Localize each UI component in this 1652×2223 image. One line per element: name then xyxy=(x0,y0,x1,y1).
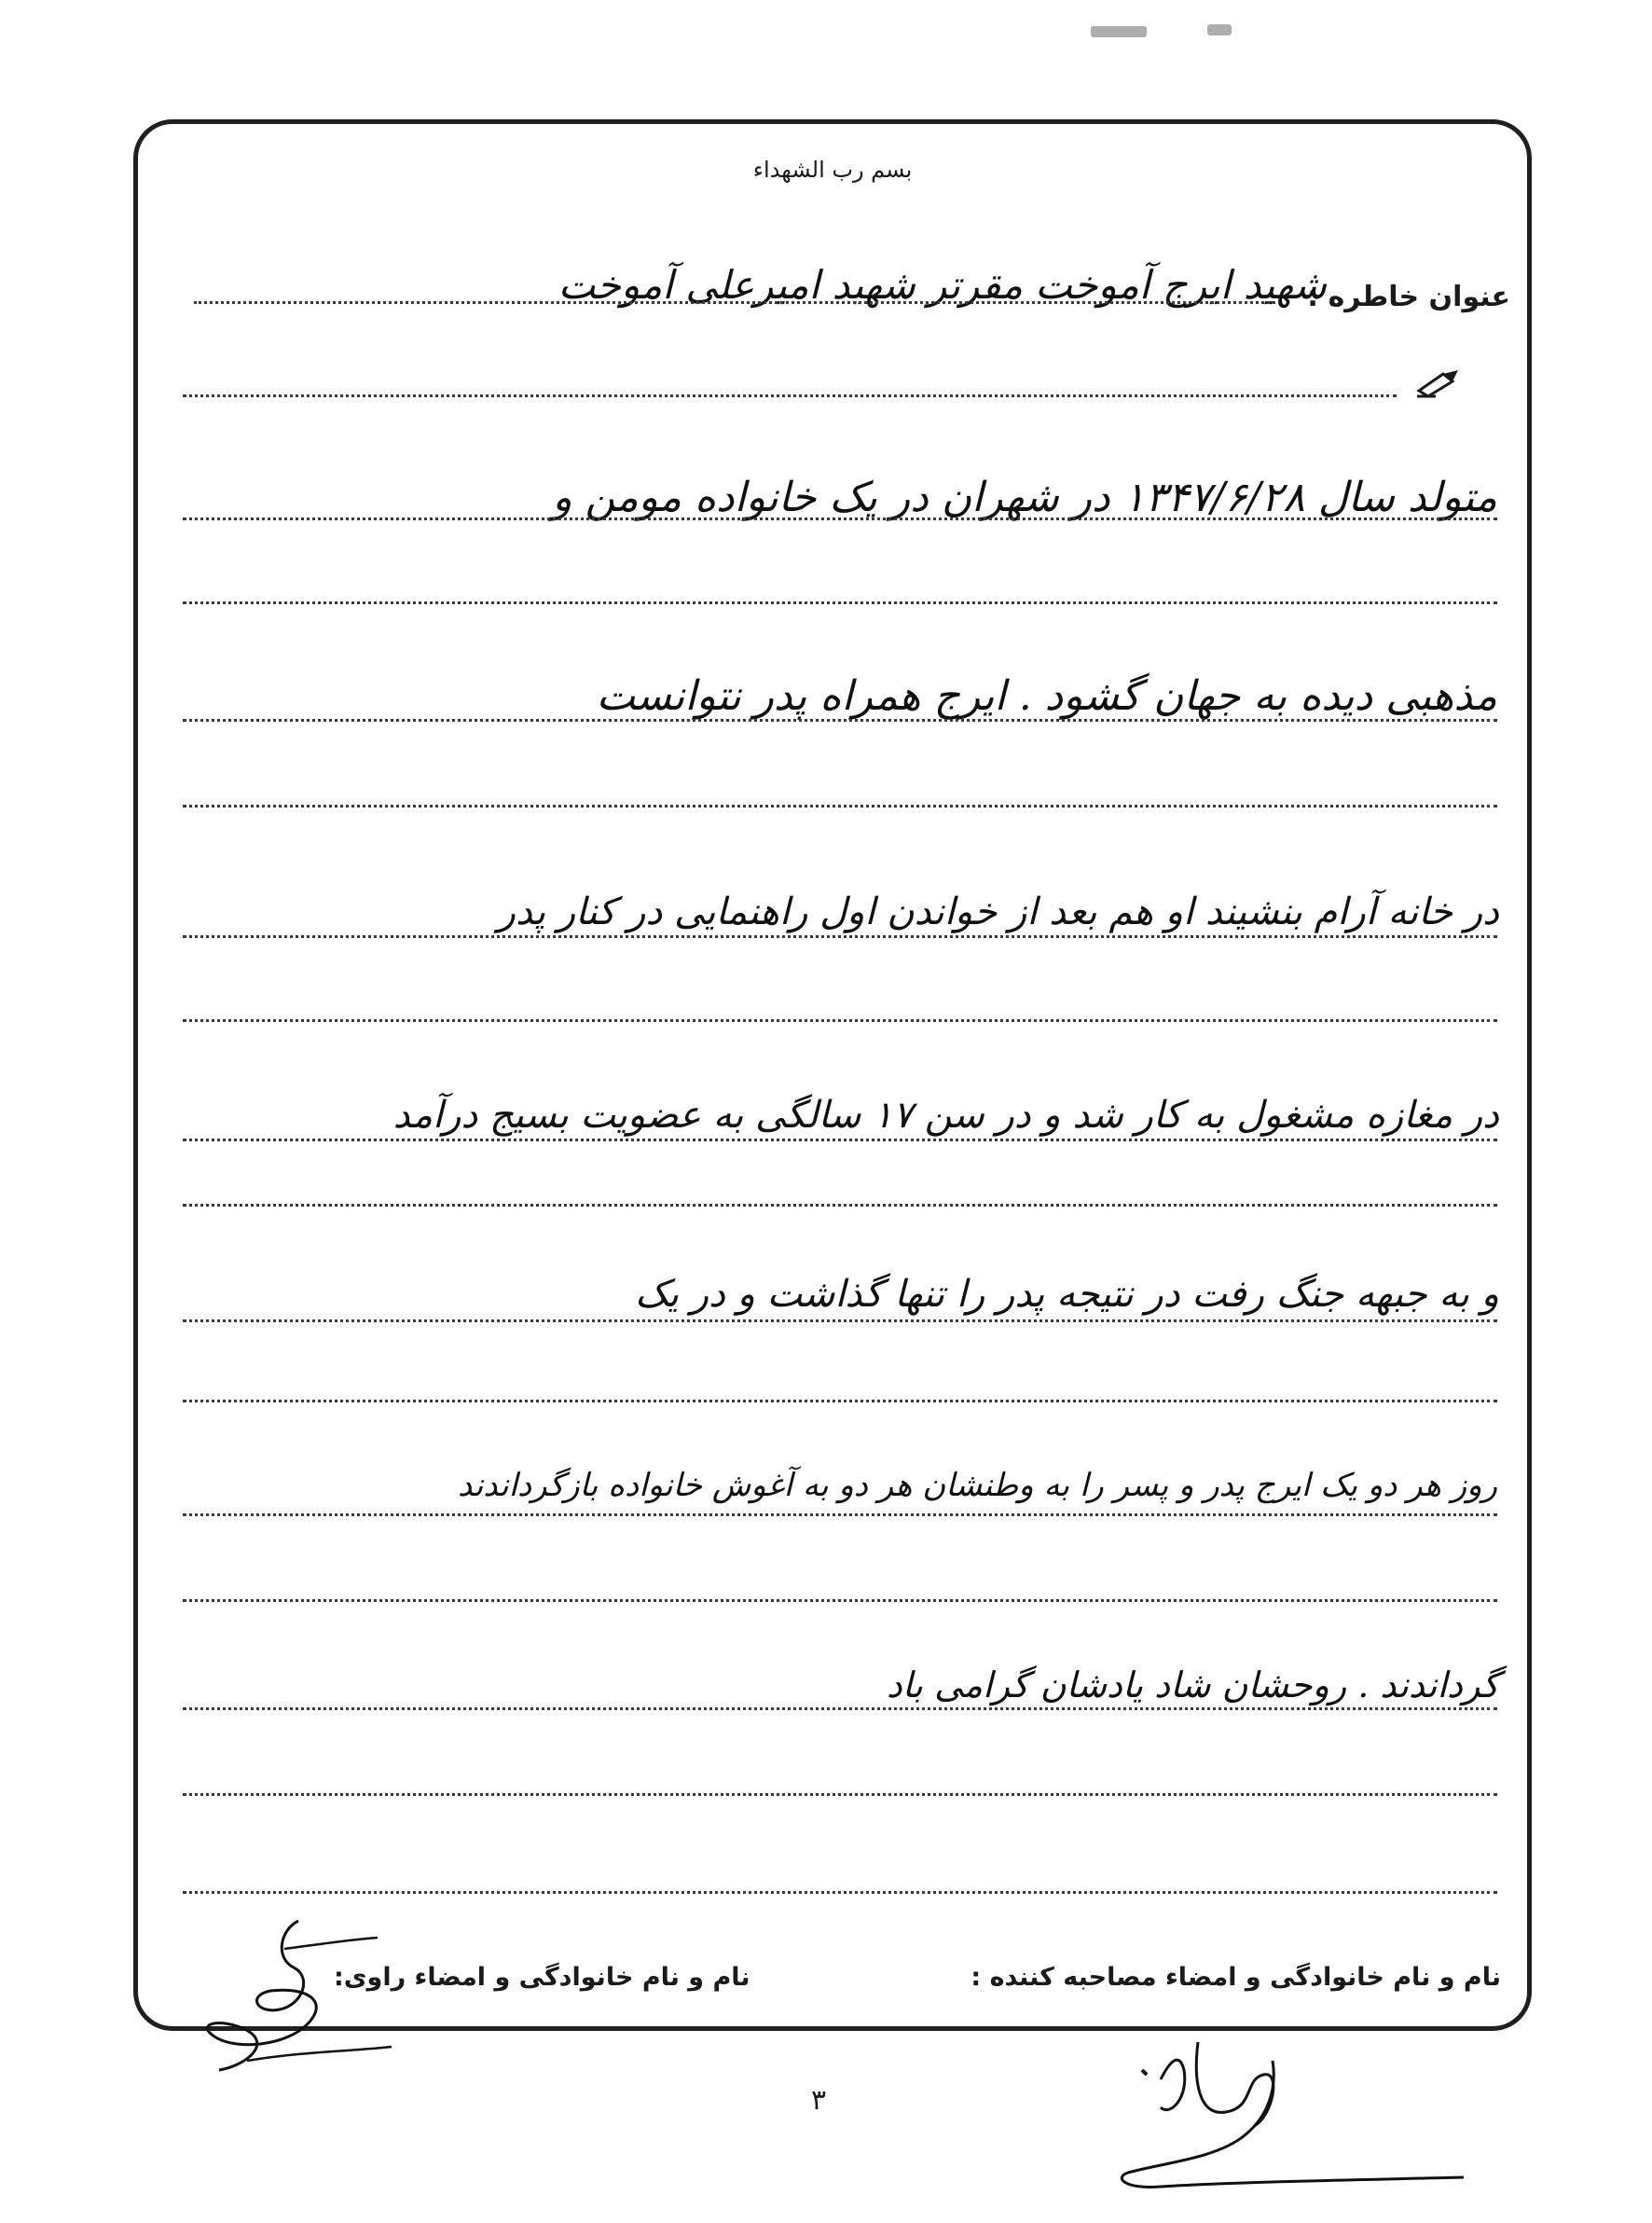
handwritten-line: روز هر دو یک ایرج پدر و پسر را به وطنشان هر دو به آغوش خانواده بازگرداندند xyxy=(457,1467,1497,1504)
dotted-line xyxy=(183,1204,1497,1207)
dotted-line xyxy=(183,1400,1497,1402)
dotted-line xyxy=(183,1891,1497,1894)
page-number: ۳ xyxy=(811,2084,827,2117)
handwritten-line: در خانه آرام بنشیند او هم بعد از خواندن اول راهنمایی در کنار پدر xyxy=(497,891,1499,933)
dotted-line xyxy=(183,1513,1497,1516)
narrator-signature xyxy=(191,1912,396,2089)
dotted-line xyxy=(194,301,1275,304)
handwritten-line: و به جبهه جنگ رفت در نتیجه پدر را تنها گذاشت و در یک xyxy=(635,1273,1499,1316)
dotted-line xyxy=(183,805,1497,808)
scan-artifact xyxy=(1207,24,1232,35)
memory-title-label: عنوان خاطره : xyxy=(1307,281,1510,313)
dotted-line xyxy=(183,1707,1497,1710)
handwritten-line: در مغازه مشغول به کار شد و در سن ۱۷ سالگی به عضویت بسیج درآمد xyxy=(392,1094,1499,1137)
handwritten-line: مذهبی دیده به جهان گشود . ایرج همراه پدر نتوانست xyxy=(596,672,1497,720)
dotted-line xyxy=(183,1793,1497,1796)
narrator-label: نام و نام خانوادگی و امضاء راوی: xyxy=(334,1963,750,1992)
dotted-line xyxy=(183,518,1497,520)
dotted-line xyxy=(183,394,1397,397)
interviewer-label: نام و نام خانوادگی و امضاء مصاحبه کننده : xyxy=(971,1963,1501,1992)
dotted-line xyxy=(183,1139,1497,1141)
dotted-line xyxy=(183,1019,1497,1022)
interviewer-signature xyxy=(1105,2023,1468,2210)
dotted-line xyxy=(183,719,1497,722)
scan-artifact xyxy=(1091,26,1147,37)
pen-icon xyxy=(1415,368,1464,398)
handwritten-line: متولد سال ۱۳۴۷/۶/۲۸ در شهران در یک خانواده مومن و xyxy=(552,474,1497,521)
dotted-line xyxy=(183,1599,1497,1602)
dotted-line xyxy=(183,935,1497,938)
basmala-header: بسم رب الشهداء xyxy=(752,157,913,183)
handwritten-line: گرداندند . روحشان شاد یادشان گرامی باد xyxy=(886,1664,1499,1705)
dotted-line xyxy=(183,601,1497,604)
form-frame xyxy=(133,119,1532,2031)
dotted-line xyxy=(183,1319,1497,1322)
memory-title-handwriting: شهید ایرج آموخت مقرتر شهید امیرعلی آموخت xyxy=(558,262,1327,308)
